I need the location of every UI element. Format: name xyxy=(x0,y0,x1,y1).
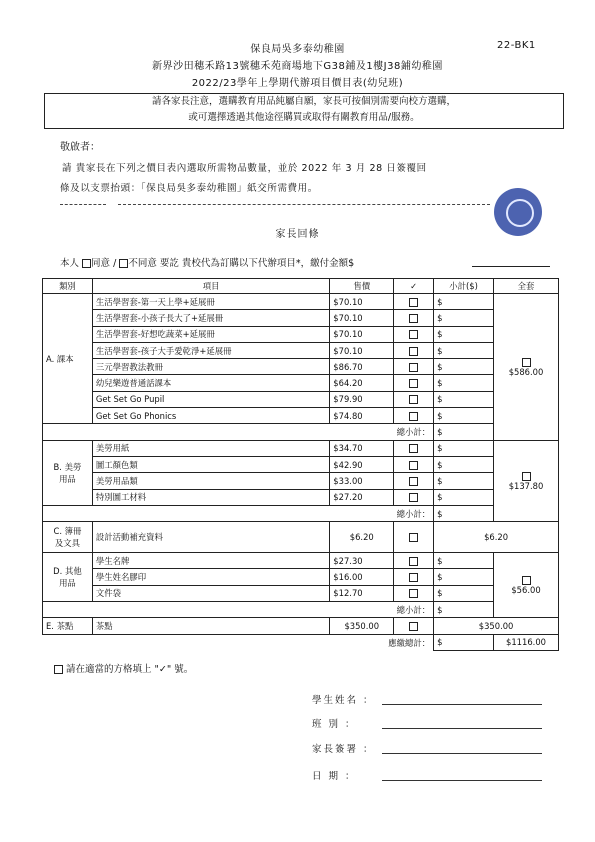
item-checkbox[interactable] xyxy=(409,314,418,323)
category-c xyxy=(43,522,93,553)
reply-slash: / xyxy=(113,258,117,269)
item-price: $64.20 xyxy=(330,375,394,391)
instruction-checkbox-icon xyxy=(54,665,63,674)
item-name: 學生姓名膠印 xyxy=(92,569,329,585)
item-checkbox[interactable] xyxy=(409,330,418,339)
header-tick: ✓ xyxy=(394,279,434,294)
letter-body-2: 條及以支票抬頭：「保良局吳多泰幼稚園」紙交所需費用。 xyxy=(60,183,318,194)
item-name: 圖工顏色類 xyxy=(92,456,329,472)
item-price: $70.10 xyxy=(330,326,394,342)
table-header xyxy=(43,279,559,294)
letter-body-1: 請 貴家長在下列之價目表內選取所需物品數量，並於 2022 年 3 月 28 日簽覆回 xyxy=(62,163,427,174)
table-row xyxy=(43,294,559,310)
item-checkbox[interactable] xyxy=(409,347,418,356)
subtotal-cell[interactable]: $ xyxy=(434,294,494,310)
grand-total-row xyxy=(43,634,559,650)
table-row xyxy=(43,326,559,342)
notice-box xyxy=(44,93,564,129)
item-checkbox[interactable] xyxy=(409,298,418,307)
item-price: $86.70 xyxy=(330,359,394,375)
item-price: $350.00 xyxy=(330,618,394,634)
item-price: $6.20 xyxy=(330,522,394,553)
item-checkbox[interactable] xyxy=(409,412,418,421)
reply-title: 家長回條 xyxy=(275,229,320,240)
header-category: 類別 xyxy=(43,279,93,294)
subtotal-cell[interactable]: $ xyxy=(434,342,494,358)
section-total-row xyxy=(43,505,559,521)
section-total-cell[interactable]: $ xyxy=(434,602,494,618)
item-checkbox[interactable] xyxy=(409,395,418,404)
item-name: 學生名牌 xyxy=(92,553,329,569)
form-title: 2022/23學年上學期代辦項目價目表(幼兒班) xyxy=(191,78,404,89)
subtotal-cell[interactable]: $ xyxy=(434,489,494,505)
item-checkbox[interactable] xyxy=(409,444,418,453)
subtotal-cell[interactable]: $ xyxy=(434,440,494,456)
grand-total-dollar: $ xyxy=(434,634,494,650)
table-row xyxy=(43,375,559,391)
agree-checkbox[interactable] xyxy=(82,259,91,268)
instruction-text: 請在適當的方格填上 "✓" 號。 xyxy=(66,664,194,675)
date-label: 日 期 ： xyxy=(312,771,357,782)
table-row xyxy=(43,310,559,326)
instruction xyxy=(54,661,193,675)
item-checkbox[interactable] xyxy=(409,557,418,566)
item-price: $27.30 xyxy=(330,553,394,569)
table-row xyxy=(43,522,559,553)
set-b-checkbox[interactable] xyxy=(522,472,531,481)
reply-prefix: 本人 xyxy=(60,258,80,269)
item-price: $79.90 xyxy=(330,391,394,407)
cut-line-left xyxy=(60,204,106,205)
item-checkbox[interactable] xyxy=(409,461,418,470)
category-a: A. 課本 xyxy=(43,294,93,424)
reply-line xyxy=(60,255,354,269)
grand-total-value: $1116.00 xyxy=(494,634,559,650)
section-total-label: 總小計： xyxy=(92,424,433,440)
category-b xyxy=(43,440,93,505)
set-a xyxy=(494,294,559,441)
category-d-line1: D. 其他 xyxy=(53,566,82,577)
section-total-cell[interactable]: $ xyxy=(434,424,494,440)
category-b-line1: B. 美勞 xyxy=(53,461,82,472)
school-address: 新界沙田穗禾路13號穗禾苑商場地下G38鋪及1樓J38鋪幼稚園 xyxy=(152,61,443,72)
header-subtotal: 小計($) xyxy=(434,279,494,294)
item-price: $16.00 xyxy=(330,569,394,585)
table-row xyxy=(43,391,559,407)
reply-suffix: 要訖 貴校代為訂購以下代辦項目*，繳付金額$ xyxy=(159,258,355,269)
set-c-price: $6.20 xyxy=(434,522,559,553)
item-price: $33.00 xyxy=(330,473,394,489)
salutation: 敬啟者： xyxy=(60,142,100,153)
set-d xyxy=(494,553,559,618)
section-total-cell[interactable]: $ xyxy=(434,505,494,521)
agree-label: 同意 xyxy=(91,258,111,269)
notice-line-1: 請各家長注意，選購教育用品純屬自願，家長可按個別需要向校方選購， xyxy=(151,96,456,107)
item-checkbox[interactable] xyxy=(409,493,418,502)
item-name: 幼兒樂遊普通話課本 xyxy=(92,375,329,391)
section-total-label: 總小計： xyxy=(92,602,433,618)
category-d-line2: 用品 xyxy=(59,578,76,589)
table-row xyxy=(43,618,559,634)
subtotal-cell[interactable]: $ xyxy=(434,408,494,424)
subtotal-cell[interactable]: $ xyxy=(434,310,494,326)
subtotal-cell[interactable]: $ xyxy=(434,375,494,391)
item-name: 三元學習教法教冊 xyxy=(92,359,329,375)
item-name: 設計活動補充資料 xyxy=(92,522,329,553)
item-checkbox[interactable] xyxy=(409,622,418,631)
table-row xyxy=(43,553,559,569)
student-name-field[interactable] xyxy=(382,704,542,705)
table-row xyxy=(43,585,559,601)
header-item: 項目 xyxy=(92,279,329,294)
set-b xyxy=(494,440,559,521)
item-name: 特別圖工材料 xyxy=(92,489,329,505)
student-name-label: 學生姓名 ： xyxy=(312,695,375,706)
item-name: 文件袋 xyxy=(92,585,329,601)
subtotal-cell[interactable]: $ xyxy=(434,585,494,601)
grand-total-label: 應繳總計： xyxy=(43,634,434,650)
set-a-price: $586.00 xyxy=(508,366,544,377)
category-b-line2: 用品 xyxy=(59,473,76,484)
item-name: Get Set Go Phonics xyxy=(92,408,329,424)
item-price: $27.20 xyxy=(330,489,394,505)
subtotal-cell[interactable]: $ xyxy=(434,391,494,407)
set-e-price: $350.00 xyxy=(434,618,559,634)
item-name: 生活學習套-孩子大手愛乾淨+延展冊 xyxy=(92,342,329,358)
disagree-label: 不同意 xyxy=(128,258,157,269)
item-price: $70.10 xyxy=(330,310,394,326)
form-code: 22-BK1 xyxy=(497,40,536,51)
date-field[interactable] xyxy=(382,780,542,781)
table-row xyxy=(43,456,559,472)
subtotal-cell[interactable]: $ xyxy=(434,456,494,472)
disagree-checkbox[interactable] xyxy=(119,259,128,268)
header-set: 全套 xyxy=(494,279,559,294)
set-a-checkbox[interactable] xyxy=(522,358,531,367)
table-row xyxy=(43,569,559,585)
set-d-price: $56.00 xyxy=(511,585,541,596)
section-total-row xyxy=(43,424,559,440)
item-name: 生活學習套-第一天上學+延展冊 xyxy=(92,294,329,310)
item-price: $70.10 xyxy=(330,342,394,358)
section-total-row xyxy=(43,602,559,618)
item-checkbox[interactable] xyxy=(409,533,418,542)
subtotal-cell[interactable]: $ xyxy=(434,473,494,489)
item-checkbox[interactable] xyxy=(409,589,418,598)
item-checkbox[interactable] xyxy=(409,379,418,388)
category-d xyxy=(43,553,93,602)
subtotal-cell[interactable]: $ xyxy=(434,326,494,342)
category-c-line1: C. 簿冊 xyxy=(53,526,82,537)
subtotal-cell[interactable]: $ xyxy=(434,553,494,569)
category-c-line2: 及文具 xyxy=(54,538,80,549)
table-row xyxy=(43,489,559,505)
table-row xyxy=(43,440,559,456)
item-name: 生活學習套-小孩子長大了+延展冊 xyxy=(92,310,329,326)
category-e: E. 茶點 xyxy=(43,618,93,634)
item-checkbox[interactable] xyxy=(409,573,418,582)
section-total-label: 總小計： xyxy=(92,505,433,521)
set-d-checkbox[interactable] xyxy=(522,576,531,585)
item-name: 美勞用品類 xyxy=(92,473,329,489)
item-name: 茶點 xyxy=(92,618,329,634)
set-b-price: $137.80 xyxy=(508,480,544,491)
class-label: 班 別 ： xyxy=(312,719,357,730)
subtotal-cell[interactable]: $ xyxy=(434,359,494,375)
notice-line-2: 或可選擇透過其他途徑購買或取得有關教育用品/服務。 xyxy=(188,112,420,123)
parent-sign-field[interactable] xyxy=(382,753,542,754)
table-row xyxy=(43,359,559,375)
table-row xyxy=(43,473,559,489)
price-table xyxy=(42,278,559,651)
item-checkbox[interactable] xyxy=(409,363,418,372)
subtotal-cell[interactable]: $ xyxy=(434,569,494,585)
header-price: 售價 xyxy=(330,279,394,294)
item-name: 生活學習套-好想吃蔬菜+延展冊 xyxy=(92,326,329,342)
school-name: 保良局吳多泰幼稚園 xyxy=(250,44,345,55)
item-checkbox[interactable] xyxy=(409,477,418,486)
item-price: $42.90 xyxy=(330,456,394,472)
amount-field[interactable] xyxy=(472,266,550,267)
table-row xyxy=(43,408,559,424)
table-row xyxy=(43,342,559,358)
class-field[interactable] xyxy=(382,728,542,729)
item-name: Get Set Go Pupil xyxy=(92,391,329,407)
cut-line-right xyxy=(118,204,490,205)
parent-sign-label: 家長簽署 ： xyxy=(312,744,375,755)
item-name: 美勞用紙 xyxy=(92,440,329,456)
item-price: $34.70 xyxy=(330,440,394,456)
item-price: $74.80 xyxy=(330,408,394,424)
item-price: $70.10 xyxy=(330,294,394,310)
item-price: $12.70 xyxy=(330,585,394,601)
